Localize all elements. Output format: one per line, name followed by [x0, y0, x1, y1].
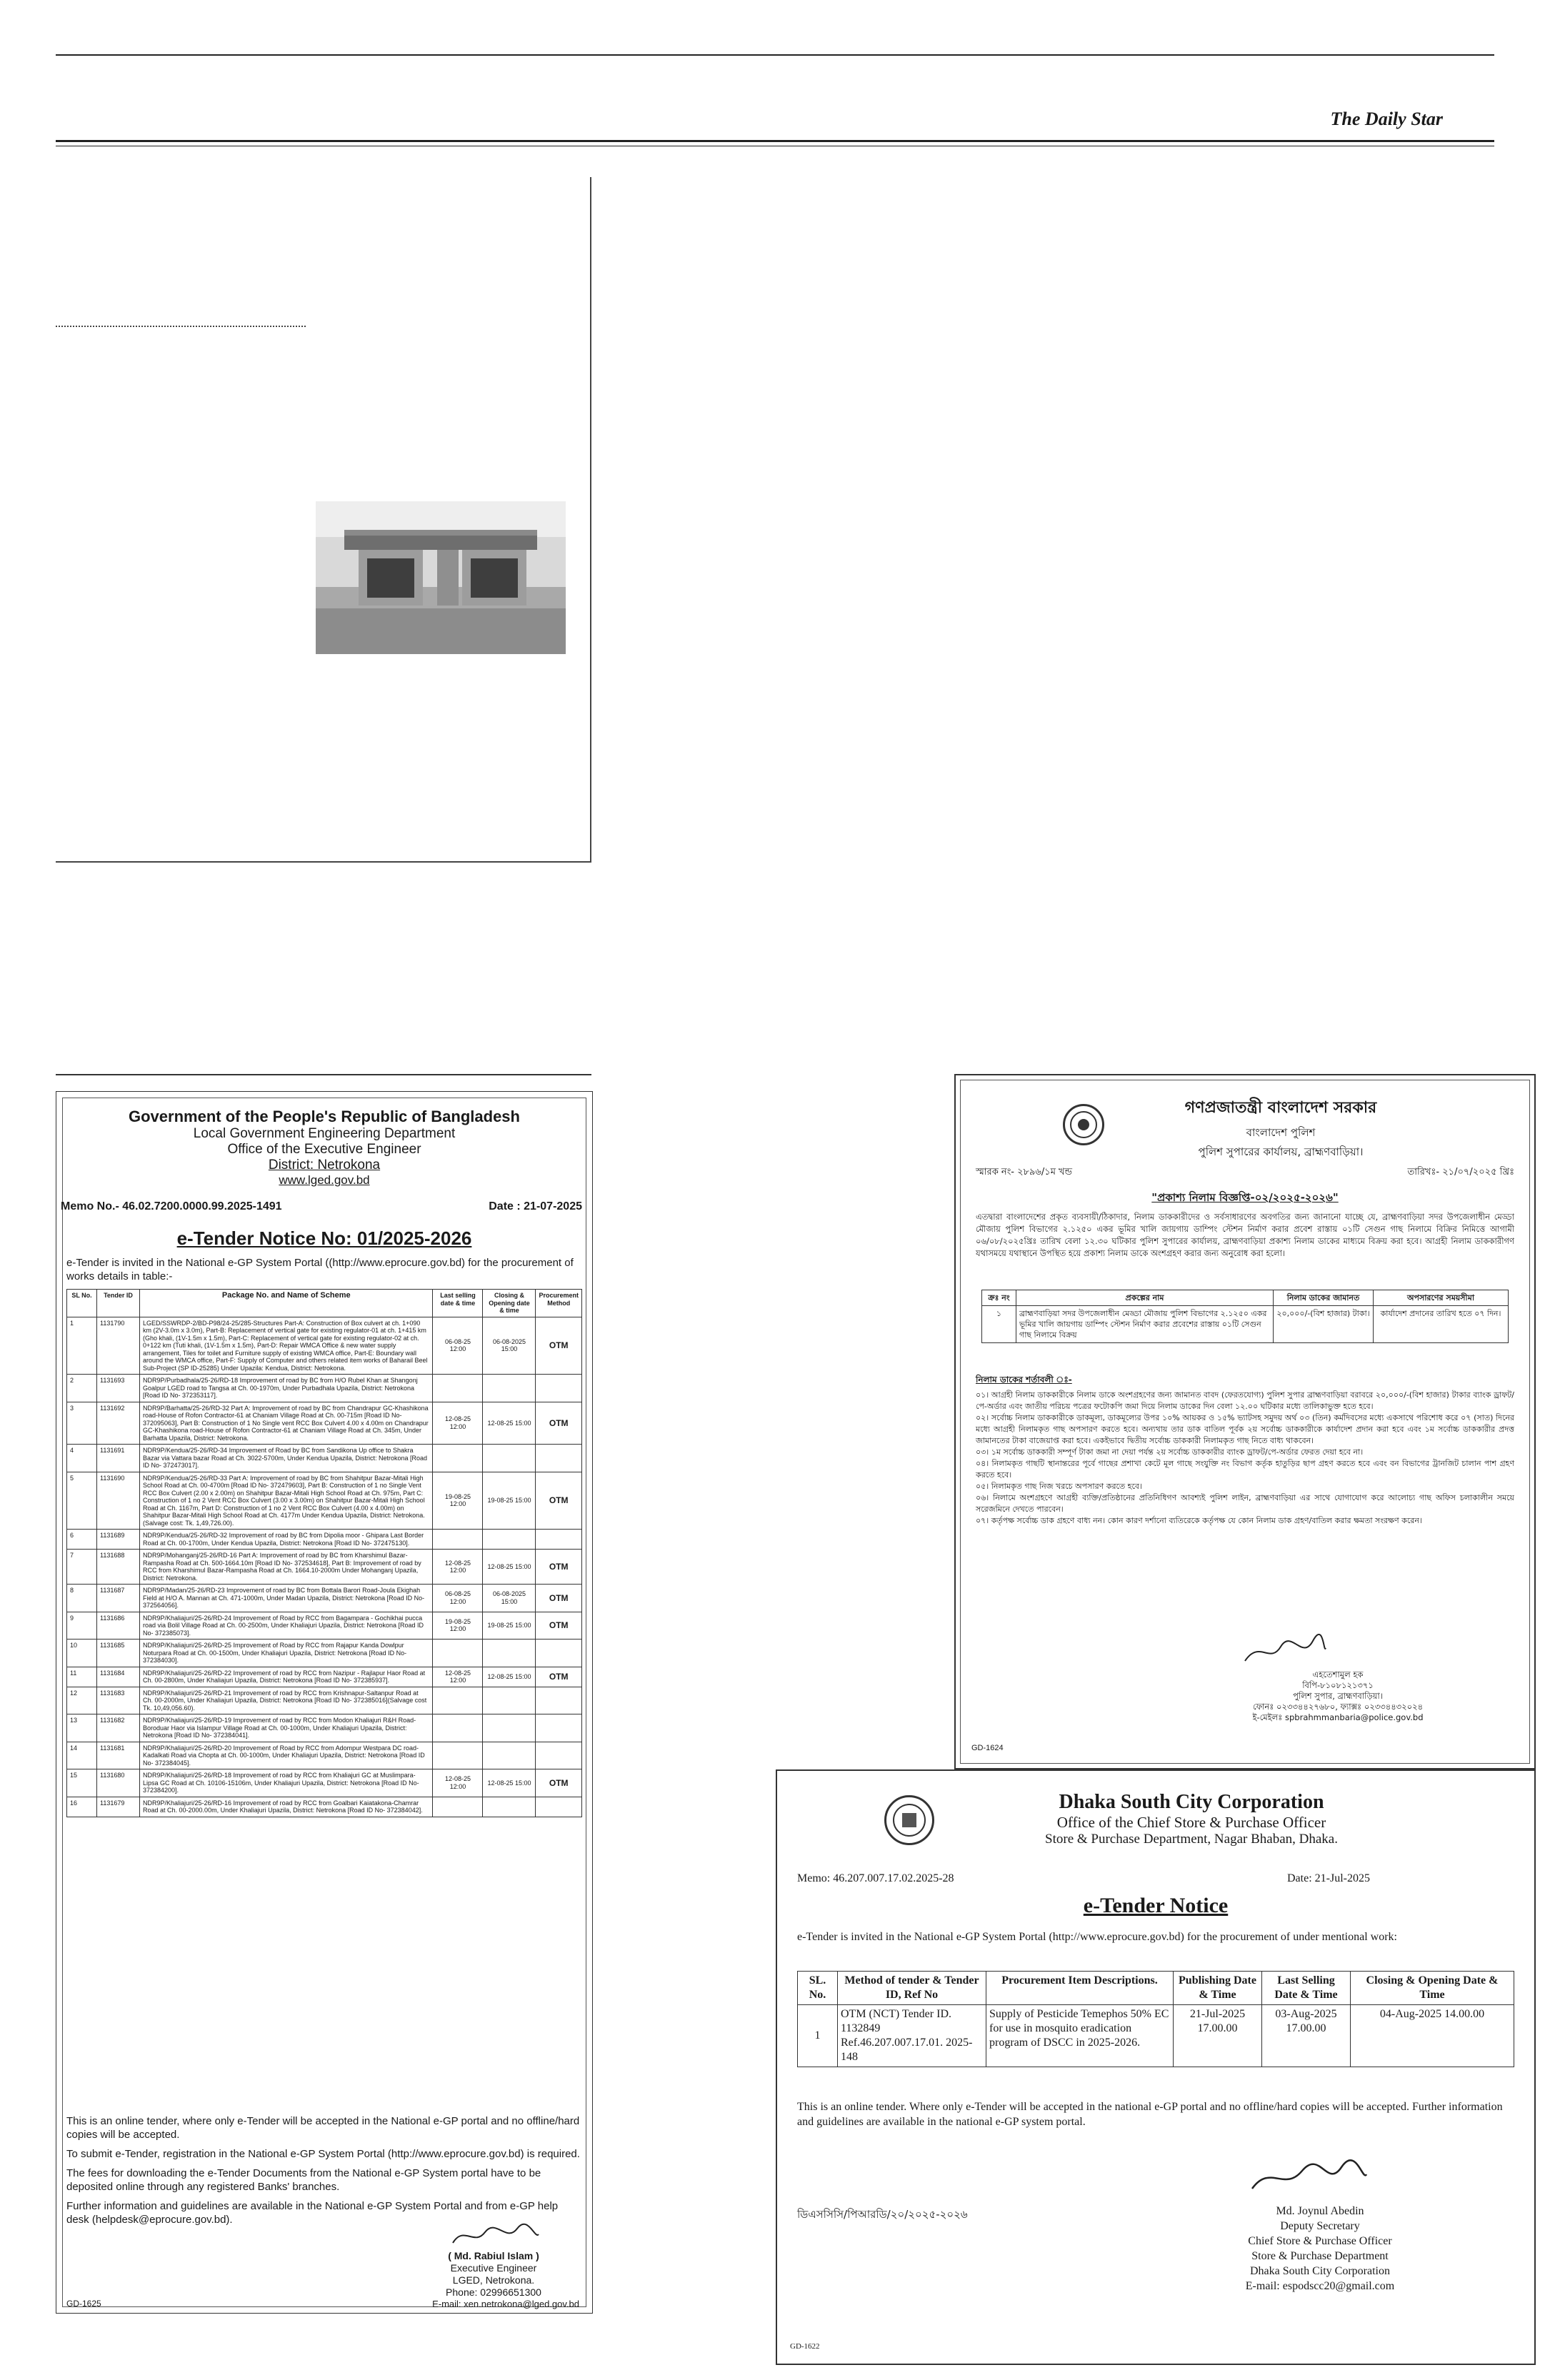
lged-signer-email[interactable]: E-mail: xen.netrokona@lged.gov.bd [432, 2299, 579, 2309]
cell-sl: 9 [67, 1612, 97, 1640]
dscc-org-line: Dhaka South City Corporation [1059, 1791, 1324, 1813]
police-signature-mark [1241, 1632, 1327, 1672]
table-row [67, 1640, 582, 1667]
cell-last-selling: 19-08-25 12:00 [433, 1612, 483, 1640]
police-conditions [976, 1390, 1514, 1527]
lged-notice [56, 1091, 593, 2314]
table-row [67, 1472, 582, 1530]
lged-header [71, 1108, 578, 1188]
cell-method [536, 1375, 582, 1402]
cell-sl: 7 [67, 1550, 97, 1585]
police-col-removal: অপসারণের সময়সীমা [1374, 1290, 1509, 1306]
police-table-row [982, 1306, 1509, 1343]
lged-signer-org: LGED, Netrokona. [452, 2274, 535, 2286]
cell-closing [483, 1714, 536, 1742]
police-table [981, 1290, 1509, 1343]
police-signer-title: পুলিশ সুপার, ব্রাহ্মণবাড়িয়া। [1293, 1691, 1383, 1701]
cell-last-selling: 06-08-25 12:00 [433, 1585, 483, 1612]
cell-package: NDR9P/Khaliajuri/25-26/RD-22 Improvement of road by RCC from Nazipur - Rajlapur Haor Road at Ch. 00-2800m, Under Khaliajuri Upazila, District: Netrokona [Road ID No- 372385937]. [140, 1667, 433, 1687]
cell-closing [483, 1530, 536, 1550]
police-condition-6: ০৬। নিলামে অংশগ্রহণে আগ্রহী ব্যক্তি/প্রতিষ্ঠানের প্রতিনিধিগণ আবশ্যই পুলিশ লাইন, ব্রাহ্মণবাড়িয়া এর সাথে যোগাযোগ করে আলোচ্য গাছ অফিস চলাকালীন সময়ে সরেজমিনে দেখতে পারবেন। [976, 1493, 1514, 1514]
police-table-header [982, 1290, 1509, 1306]
dscc-col-method: Method of tender & Tender ID, Ref No [838, 1972, 986, 2005]
cell-sl: 5 [67, 1472, 97, 1530]
police-cell-sl: ১ [982, 1306, 1016, 1343]
lged-gd-code: GD-1625 [66, 2299, 101, 2309]
cell-package: NDR9P/Kendua/25-26/RD-33 Part A: Improvement of road by BC from Shahitpur Bazar-Mitali High School Road at Ch. 00-4700m [Road ID No- 372479603], Part B: Construction of 1 no Single Vent RCC Box Culvert (2.00 x 2.00m) on Shahitpur Bazar-Mitali High School Road at Ch. 975m, Part C: Construction of 1 no 2 Vent RCC Box Culvert (3.00 x 3.00m) on Shahitpur Bazar-Mitali High School Road at Ch. 1167m, Part D: Construction of 1 no 2 Vent RCC Box Culvert (4.00 x 4.00m) on Shahitpur Bazar-Mitali High School Road at Ch. 4177m Under Kendua Upazila, District: Netrokona. (Salvage cost: Tk. 1,49,726.00). [140, 1472, 433, 1530]
cell-tender-id: 1131687 [97, 1585, 140, 1612]
col-package: Package No. and Name of Scheme [140, 1290, 433, 1317]
cell-sl: 16 [67, 1797, 97, 1817]
lged-tender-table [66, 1289, 582, 1817]
lged-signer-title: Executive Engineer [450, 2262, 537, 2274]
police-header [1070, 1095, 1491, 1162]
col-closing: Closing & Opening date & time [483, 1290, 536, 1317]
cell-tender-id: 1131790 [97, 1317, 140, 1375]
lged-title: e-Tender Notice No: 01/2025-2026 [176, 1227, 472, 1249]
cell-package: NDR9P/Mohanganj/25-26/RD-16 Part A: Improvement of road by BC from Kharshimul Bazar-Rampasha Road at Ch. 500-1664.10m [Road ID No- 372534618], Part B: Improvement of road by RCC from Kharshimul Bazar-Rampasha Road at Ch. 1664.10-2000m Under Mohanganj Upazila, District: Netrokona. [140, 1550, 433, 1585]
lged-para-3: The fees for downloading the e-Tender Documents from the National e-GP System portal have to be deposited online through any registered Banks' branches. [66, 2167, 541, 2193]
cell-closing [483, 1640, 536, 1667]
top-rule [56, 54, 1494, 56]
police-signer-phone: ফোনঃ ০২৩৩৪৪২৭৬৮০, ফ্যাক্সঃ ০২৩৩৪৪৩২০২৪ [1252, 1702, 1424, 1712]
cell-method [536, 1687, 582, 1714]
dscc-title: e-Tender Notice [1083, 1894, 1229, 1917]
cell-sl: 13 [67, 1714, 97, 1742]
lged-district-line: District: Netrokona [268, 1158, 381, 1173]
police-title: "প্রকাশ্য নিলাম বিজ্ঞপ্তি-০২/২০২৫-২০২৬" [1151, 1191, 1339, 1204]
cell-method: OTM [536, 1585, 582, 1612]
cell-tender-id: 1131683 [97, 1687, 140, 1714]
cell-tender-id: 1131681 [97, 1742, 140, 1769]
cell-closing [483, 1797, 536, 1817]
table-row [67, 1375, 582, 1402]
table-row [67, 1317, 582, 1375]
dscc-col-last-selling: Last Selling Date & Time [1262, 1972, 1351, 2005]
lged-signature-block [408, 2250, 579, 2299]
dscc-signature-mark [1249, 2156, 1370, 2203]
dscc-date: Date: 21-Jul-2025 [1287, 1872, 1370, 1884]
dscc-cell-description: Supply of Pesticide Temephos 50% EC for use in mosquito eradication program of DSCC in 2025-2026. [986, 2005, 1174, 2067]
cell-closing [483, 1742, 536, 1769]
cell-package: NDR9P/Purbadhala/25-26/RD-18 Improvement of road by BC from H/O Rubel Khan at Shangonj Goalpur LGED road to Tangsa at Ch. 00-1970m, Under Purbadhala Upazila, District: Netrokona [Road ID No- 372353117]. [140, 1375, 433, 1402]
cell-last-selling [433, 1375, 483, 1402]
masthead-rule-1 [56, 140, 1494, 142]
cell-package: NDR9P/Madan/25-26/RD-23 Improvement of road by BC from Bottala Barori Road-Joula Ekighah Field at H/O A. Mannan at Ch. 471-1000m, Under Madan Upazila, District: Netrokona [Road ID No- 372564056]. [140, 1585, 433, 1612]
cell-method: OTM [536, 1402, 582, 1445]
dscc-memo: Memo: 46.207.007.17.02.2025-28 [797, 1872, 954, 1884]
police-signer-email[interactable]: ই-মেইলঃ spbrahmmanbaria@police.gov.bd [1252, 1712, 1424, 1722]
cell-tender-id: 1131691 [97, 1445, 140, 1472]
cell-tender-id: 1131692 [97, 1402, 140, 1445]
police-col-deposit: নিলাম ডাকের জামানত [1274, 1290, 1374, 1306]
lged-signer-phone: Phone: 02996651300 [446, 2286, 541, 2298]
cell-package: NDR9P/Kendua/25-26/RD-34 Improvement of Road by BC from Sandikona Up office to Shakra Bazar via Vattara bazar Road at Ch. 3022-5700m, Under Kendua Upazila, District: Netrokona [Road ID No- 372473017]. [140, 1445, 433, 1472]
cell-method [536, 1640, 582, 1667]
police-col-sl: ক্রঃ নং [982, 1290, 1016, 1306]
police-office-line: পুলিশ সুপারের কার্যালয়, ব্রাহ্মণবাড়িয়া। [1198, 1145, 1364, 1158]
dscc-col-description: Procurement Item Descriptions. [986, 1972, 1174, 2005]
lged-footer [66, 2114, 582, 2226]
cell-sl: 11 [67, 1667, 97, 1687]
lged-gov-line: Government of the People's Republic of Bangladesh [129, 1108, 520, 1125]
dscc-signer-line-4: Dhaka South City Corporation [1250, 2265, 1390, 2277]
cell-package: NDR9P/Kendua/25-26/RD-32 Improvement of road by BC from Dipolia moor - Ghipara Last Border Road at Ch. 00-1700m, Under Kendua Upazila, District: Netrokona [Road ID No- 372475130]. [140, 1530, 433, 1550]
cell-last-selling: 06-08-25 12:00 [433, 1317, 483, 1375]
lower-left-rule [56, 1074, 591, 1075]
dscc-notice [776, 1769, 1536, 2365]
lged-para-2: To submit e-Tender, registration in the National e-GP System Portal (http://www.eprocure.gov.bd) is required. [66, 2148, 580, 2160]
police-date: তারিখঃ- ২১/০৭/২০২৫ খ্রিঃ [1407, 1167, 1514, 1178]
cell-sl: 10 [67, 1640, 97, 1667]
cell-closing [483, 1687, 536, 1714]
police-signature-block [1170, 1669, 1506, 1723]
cell-method: OTM [536, 1667, 582, 1687]
cell-sl: 4 [67, 1445, 97, 1472]
lged-office-line: Office of the Executive Engineer [227, 1142, 421, 1157]
dscc-cell-method: OTM (NCT) Tender ID. 1132849 Ref.46.207.007.17.01. 2025-148 [838, 2005, 986, 2067]
dscc-col-sl: SL. No. [798, 1972, 838, 2005]
dscc-cell-last-selling: 03-Aug-2025 17.00.00 [1262, 2005, 1351, 2067]
cell-last-selling [433, 1640, 483, 1667]
cell-closing [483, 1375, 536, 1402]
cell-last-selling: 12-08-25 12:00 [433, 1402, 483, 1445]
table-row [67, 1550, 582, 1585]
cell-package: NDR9P/Barhatta/25-26/RD-32 Part A: Improvement of road by BC from Chandrapur GC-Khashikona road-House of Rofon Contractor-61 at Chaniam Village Road at Ch. 00-715m [Road ID No- 372095063], Part B: Construction of 1 No Single vent RCC Box Culvert 4.00 x 4.00m on Chandrapur GC-Khashikona road-House of Rofon Contractor-61 at Chaniam Village Road at Ch. 345m, Under Barhatta Upazila, District: Netrokona. [140, 1402, 433, 1445]
bridge-photo [316, 501, 566, 654]
cell-package: NDR9P/Khaliajuri/25-26/RD-19 Improvement of road by RCC from Modon Khaliajuri R&H Road-Boroduar Haor via Islampur Village Road at Ch. 00-1000m, Under Khaliajuri Upazila, District: Netrokona [Road ID No- 372384041]. [140, 1714, 433, 1742]
table-row [67, 1687, 582, 1714]
dscc-signer-line-2: Chief Store & Purchase Officer [1248, 2235, 1392, 2247]
police-col-project: প্রকল্পের নাম [1016, 1290, 1274, 1306]
police-dept-line: বাংলাদেশ পুলিশ [1246, 1126, 1316, 1139]
cell-sl: 15 [67, 1769, 97, 1797]
police-signer-id: বিপি-৮১০৮১২১৩৭১ [1302, 1680, 1374, 1690]
police-memo: স্মারক নং- ২৮৯৬/১ম খন্ড [976, 1167, 1072, 1178]
lged-signer-name: ( Md. Rabiul Islam ) [448, 2250, 539, 2261]
cell-package: NDR9P/Khaliajuri/25-26/RD-20 Improvement of Road by RCC from Adompur Westpara DC road-Kadalkati Road via Chopta at Ch. 00-1000m, Under Khaliajuri Upazila, District: Netrokona [Road ID No- 372384045]. [140, 1742, 433, 1769]
lged-memo: Memo No.- 46.02.7200.0000.99.2025-1491 [61, 1200, 282, 1212]
cell-tender-id: 1131685 [97, 1640, 140, 1667]
cell-sl: 2 [67, 1375, 97, 1402]
police-intro: এতদ্বারা বাংলাদেশের প্রকৃত ব্যবসায়ী/ঠিকাদার, নিলাম ডাককারীদের ও সর্বসাধারণের অবগতির জন্য জানানো যাচ্ছে যে, ব্রাহ্মণবাড়িয়া সদর উপজেলাধীন মেড্ডা মৌজায় পুলিশ বিভাগের ২.১২৫০ একর ভূমির খালি জায়গায় ডাম্পিং স্টেশন নির্মাণ করার প্রবেশ রাস্তায় ০১টি সেগুন গাছ নিলামে বিক্রির নিমিত্তে আগামী ০৬/০৮/২০২৫খ্রিঃ তারিখ বেলা ১২.৩০ ঘটিকার পুলিশ সুপারের কার্যালয়, ব্রাহ্মণবাড়িয়া প্রকাশ্য নিলাম ডাকের মাধ্যমে বিক্রয় করা হবে। আগ্রহী নিলাম ডাককারীগণ যথাসময়ে যথাস্থানে উপস্থিত হয়ে প্রকাশ্য নিলাম ডাকে অংশগ্রহণ করার জন্য অনুরোধ করা হলো। [976, 1212, 1514, 1258]
cell-package: NDR9P/Khaliajuri/25-26/RD-25 Improvement of Road by RCC from Rajapur Kanda Dowlpur Noturpara Road at Ch. 00-1500m, Under Khaliajuri Upazila, District: Netrokona [Road ID No- 372384030]. [140, 1640, 433, 1667]
dscc-cell-sl: 1 [798, 2005, 838, 2067]
cell-method [536, 1445, 582, 1472]
dscc-col-publishing: Publishing Date & Time [1174, 1972, 1262, 2005]
lged-intro: e-Tender is invited in the National e-GP System Portal ((http://www.eprocure.gov.bd) for the procurement of works details in table:- [66, 1257, 574, 1282]
cell-tender-id: 1131680 [97, 1769, 140, 1797]
cell-last-selling [433, 1714, 483, 1742]
cell-closing: 19-08-25 15:00 [483, 1472, 536, 1530]
table-row [67, 1742, 582, 1769]
cell-last-selling [433, 1530, 483, 1550]
dscc-signer-email[interactable]: E-mail: espodscc20@gmail.com [1245, 2280, 1395, 2292]
dscc-table-row [798, 2005, 1514, 2067]
cell-closing: 12-08-25 15:00 [483, 1550, 536, 1585]
dscc-signer-title: Deputy Secretary [1280, 2220, 1360, 2232]
cell-method [536, 1714, 582, 1742]
lged-para-1: This is an online tender, where only e-Tender will be accepted in the National e-GP portal and no offline/hard copies will be accepted. [66, 2115, 580, 2141]
cell-package: NDR9P/Khaliajuri/25-26/RD-21 Improvement of road by RCC from Krishnapur-Saltanpur Road at Ch. 00-2000m, Under Khaliajuri Upazila, District: Netrokona [Road ID No- 372385016](Salvage cost Tk. 10,49,056.60). [140, 1687, 433, 1714]
dscc-header [891, 1791, 1491, 1847]
cell-tender-id: 1131679 [97, 1797, 140, 1817]
cell-closing: 06-08-2025 15:00 [483, 1317, 536, 1375]
cell-last-selling [433, 1797, 483, 1817]
cell-package: NDR9P/Khaliajuri/25-26/RD-18 Improvement of road by RCC from Khaliajuri GC at Muslimpara-Lipsa GC Road at Ch. 10106-15106m, Under Khaliajuri Upazila, District: Netrokona [Road ID No- 372384200]. [140, 1769, 433, 1797]
cell-method: OTM [536, 1317, 582, 1375]
police-cell-deposit: ২০,০০০/-(বিশ হাজার) টাকা। [1274, 1306, 1374, 1343]
table-row [67, 1445, 582, 1472]
cell-tender-id: 1131684 [97, 1667, 140, 1687]
cell-method [536, 1797, 582, 1817]
dscc-signer-name: Md. Joynul Abedin [1276, 2205, 1364, 2217]
dscc-intro: e-Tender is invited in the National e-GP System Portal (http://www.eprocure.gov.bd) for the procurement of under mentional work: [797, 1931, 1397, 1943]
cell-tender-id: 1131690 [97, 1472, 140, 1530]
cell-method: OTM [536, 1550, 582, 1585]
cell-sl: 8 [67, 1585, 97, 1612]
cell-closing: 12-08-25 15:00 [483, 1402, 536, 1445]
cell-sl: 12 [67, 1687, 97, 1714]
police-condition-1: ০১। আগ্রহী নিলাম ডাককারীকে নিলাম ডাকে অংশগ্রহণের জন্য জামানত বাবদ (ফেরতযোগ্য) পুলিশ সুপার ব্রাহ্মণবাড়িয়া বরাবরে ২০,০০০/-(বিশ হাজার) টাকার ব্যাংক ড্রাফট/পে-অর্ডার এবং জাতীয় পরিচয় পত্রের ফটোকপি জমা দিয়ে নিলাম ডাকের দিন বেলা ১২.০০ ঘটিকার মধ্যে তালিকাভুক্ত হতে হবে। [976, 1390, 1514, 1411]
cell-last-selling: 12-08-25 12:00 [433, 1550, 483, 1585]
table-row [67, 1402, 582, 1445]
police-condition-5: ০৫। নিলামকৃত গাছ নিজ খরচে অপসারণ করতে হবে। [976, 1482, 1142, 1491]
police-signer-name: এহতেশামুল হক [1312, 1669, 1364, 1679]
table-row [67, 1530, 582, 1550]
cell-closing: 19-08-25 15:00 [483, 1612, 536, 1640]
cell-last-selling [433, 1445, 483, 1472]
cell-tender-id: 1131682 [97, 1714, 140, 1742]
cell-tender-id: 1131686 [97, 1612, 140, 1640]
cell-closing: 12-08-25 15:00 [483, 1769, 536, 1797]
masthead-logo: The Daily Star [1330, 109, 1443, 129]
dotted-line [56, 326, 306, 327]
dscc-cell-publishing: 21-Jul-2025 17.00.00 [1174, 2005, 1262, 2067]
cell-last-selling: 12-08-25 12:00 [433, 1667, 483, 1687]
police-gov-line: গণপ্রজাতন্ত্রী বাংলাদেশ সরকার [1184, 1099, 1377, 1117]
cell-sl: 3 [67, 1402, 97, 1445]
table-row [67, 1667, 582, 1687]
police-gd-code: GD-1624 [971, 1744, 1004, 1752]
cell-package: NDR9P/Khaliajuri/25-26/RD-24 Improvement of Road by RCC from Bagampara - Gochikhai pucca road via Bolil Village Road at Ch. 00-2500m, Under Khaliajuri Upazila, District: Netrokona [Road ID No- 372385073]. [140, 1612, 433, 1640]
table-row [67, 1585, 582, 1612]
lged-signature-mark [449, 2221, 542, 2254]
cell-package: LGED/SSWRDP-2/BD-P98/24-25/285-Structures Part-A: Construction of Box culvert at ch. 1+090 km (2V-3.0m x 3.0m), Part-B: Replacement of vertical gate for existing regulator-01 at ch. 1+415 km (Gho khali, (1V-1.5m x 1.5m), Part-C: Replacement of vertical gate for existing regulator-02 at ch. 0+122 km (Tuti khali, (1V-1.5m x 1.5m), Part-D: Repair WMCA Office & new water supply arrangement, Tiles for toilet and Furniture supply of existing WMCA office, Part-E: Boundary wall around the WMCA office, Part-F: Supply of Computer and others related item works of Baharail Beel Sub-Project (SP ID-25285) Under Upazila: Kendua, District: Netrokona. [140, 1317, 433, 1375]
dscc-ref: ডিএসসিসি/পিআরডি/২০/২০২৫-২০২৬ [797, 2208, 968, 2221]
lged-website-link[interactable]: www.lged.gov.bd [279, 1173, 370, 1187]
lged-table-header [67, 1290, 582, 1317]
cell-sl: 1 [67, 1317, 97, 1375]
dscc-signature-block [1206, 2204, 1434, 2294]
cell-sl: 6 [67, 1530, 97, 1550]
dscc-col-closing: Closing & Opening Date & Time [1351, 1972, 1514, 2005]
cell-package: NDR9P/Khaliajuri/25-26/RD-16 Improvement of road by RCC from Goalbari Kaiatakona-Chamrar Road at Ch. 00-2000.00m, Under Khaliajuri Upazila, District: Netrokona [Road ID No- 372384042]. [140, 1797, 433, 1817]
table-row [67, 1769, 582, 1797]
top-left-panel [56, 177, 591, 863]
cell-closing: 06-08-2025 15:00 [483, 1585, 536, 1612]
table-row [67, 1612, 582, 1640]
dscc-office-line-1: Office of the Chief Store & Purchase Officer [1056, 1814, 1326, 1831]
cell-last-selling [433, 1742, 483, 1769]
cell-tender-id: 1131689 [97, 1530, 140, 1550]
cell-closing [483, 1445, 536, 1472]
dscc-table [797, 1971, 1514, 2067]
table-row [67, 1797, 582, 1817]
cell-closing: 12-08-25 15:00 [483, 1667, 536, 1687]
police-condition-4: ০৪। নিলামকৃত গাছটি স্থানান্তরের পূর্বে গাছের প্রশাখা কেটে মূল গাছে সংযুক্তি নং বিভাগ কর্তৃক হাতুড়ির ছাপ গ্রহণ করতে হবে এবং বন বিভাগের ট্রানজিট চালান পাশ গ্রহণ করতে হবে। [976, 1459, 1514, 1480]
cell-tender-id: 1131693 [97, 1375, 140, 1402]
cell-method [536, 1530, 582, 1550]
cell-tender-id: 1131688 [97, 1550, 140, 1585]
dscc-cell-closing: 04-Aug-2025 14.00.00 [1351, 2005, 1514, 2067]
police-notice [954, 1074, 1536, 1769]
police-condition-7: ০৭। কর্তৃপক্ষ সর্বোচ্চ ডাক গ্রহণে বাধ্য নন। কোন কারণ দর্শানো ব্যতিরেকে কর্তৃপক্ষ যে কোন নিলাম ডাক গ্রহণ/বাতিল করার ক্ষমতা সংরক্ষণ করেন। [976, 1516, 1422, 1525]
col-tender-id: Tender ID [97, 1290, 140, 1317]
col-last-selling: Last selling date & time [433, 1290, 483, 1317]
cell-last-selling: 12-08-25 12:00 [433, 1769, 483, 1797]
col-sl: SL No. [67, 1290, 97, 1317]
lged-date: Date : 21-07-2025 [489, 1200, 582, 1212]
cell-method [536, 1742, 582, 1769]
cell-sl: 14 [67, 1742, 97, 1769]
dscc-gd-code: GD-1622 [790, 2342, 820, 2351]
lged-dept-line: Local Government Engineering Department [193, 1126, 456, 1141]
cell-method: OTM [536, 1769, 582, 1797]
police-cell-removal: কার্যাদেশ প্রদানের তারিখ হতে ০৭ দিন। [1374, 1306, 1509, 1343]
dscc-office-line-2: Store & Purchase Department, Nagar Bhaban, Dhaka. [1045, 1832, 1338, 1847]
cell-last-selling: 19-08-25 12:00 [433, 1472, 483, 1530]
cell-method: OTM [536, 1612, 582, 1640]
dscc-table-header [798, 1972, 1514, 2005]
police-conditions-heading: নিলাম ডাকের শর্তাবলী ঃ- [976, 1375, 1072, 1385]
dscc-signer-line-3: Store & Purchase Department [1251, 2250, 1389, 2262]
col-method: Procurement Method [536, 1290, 582, 1317]
cell-method: OTM [536, 1472, 582, 1530]
cell-last-selling [433, 1687, 483, 1714]
police-condition-3: ০৩। ১ম সর্বোচ্চ ডাককারী সম্পূর্ণ টাকা জমা না দেয়া পর্যন্ত ২য় সর্বোচ্চ ডাককারীর ব্যাংক ড্রাফট/পে-অর্ডার ফেরত দেয়া হবে না। [976, 1447, 1364, 1457]
table-row [67, 1714, 582, 1742]
police-condition-2: ০২। সর্বোচ্চ নিলাম ডাককারীকে ডাকমূল্য, ডাকমূল্যের উপর ১০% আয়কর ও ১৫% ভ্যাটসহ সমুদয় অর্থ ০৩ (তিন) কর্মদিবসের মধ্যে একসাথে পরিশোধ করে ০৭ (সাত) দিনের মধ্যে আগ্রহী নিলামকৃত গাছ অপসারণ করতে হবে। অন্যথায় তার ডাক বাতিল পূর্বক ২য় সর্বোচ্চ ডাককারীকে কার্যাদেশ প্রদান করা হবে এবং ১ম সর্বোচ্চ ডাককারীর প্রদত্ত জামানতের টাকা বাজেয়াপ্ত করা হবে। একইভাবে দ্বিতীয় সর্বোচ্চ ডাককারী নিলামকৃত গাছ নিতে বাধ্য থাকবেন। [976, 1413, 1514, 1445]
lged-para-4: Further information and guidelines are available in the National e-GP System Portal and from e-GP help desk (helpdesk@eprocure.gov.bd). [66, 2200, 559, 2226]
police-cell-project: ব্রাহ্মণবাড়িয়া সদর উপজেলাধীন মেড্ডা মৌজায় পুলিশ বিভাগের ২.১২৫০ একর ভূমির খালি জায়গায় ডাম্পিং স্টেশন নির্মাণ করার প্রবেশের রাস্তায় ০১টি সেগুন গাছ নিলামে বিক্রয় [1016, 1306, 1274, 1343]
dscc-para: This is an online tender. Where only e-Tender will be accepted in the national e-GP portal and no offline/hard copies will be accepted. Further information and guidelines are available in the national e-GP system portal. [797, 2101, 1503, 2128]
